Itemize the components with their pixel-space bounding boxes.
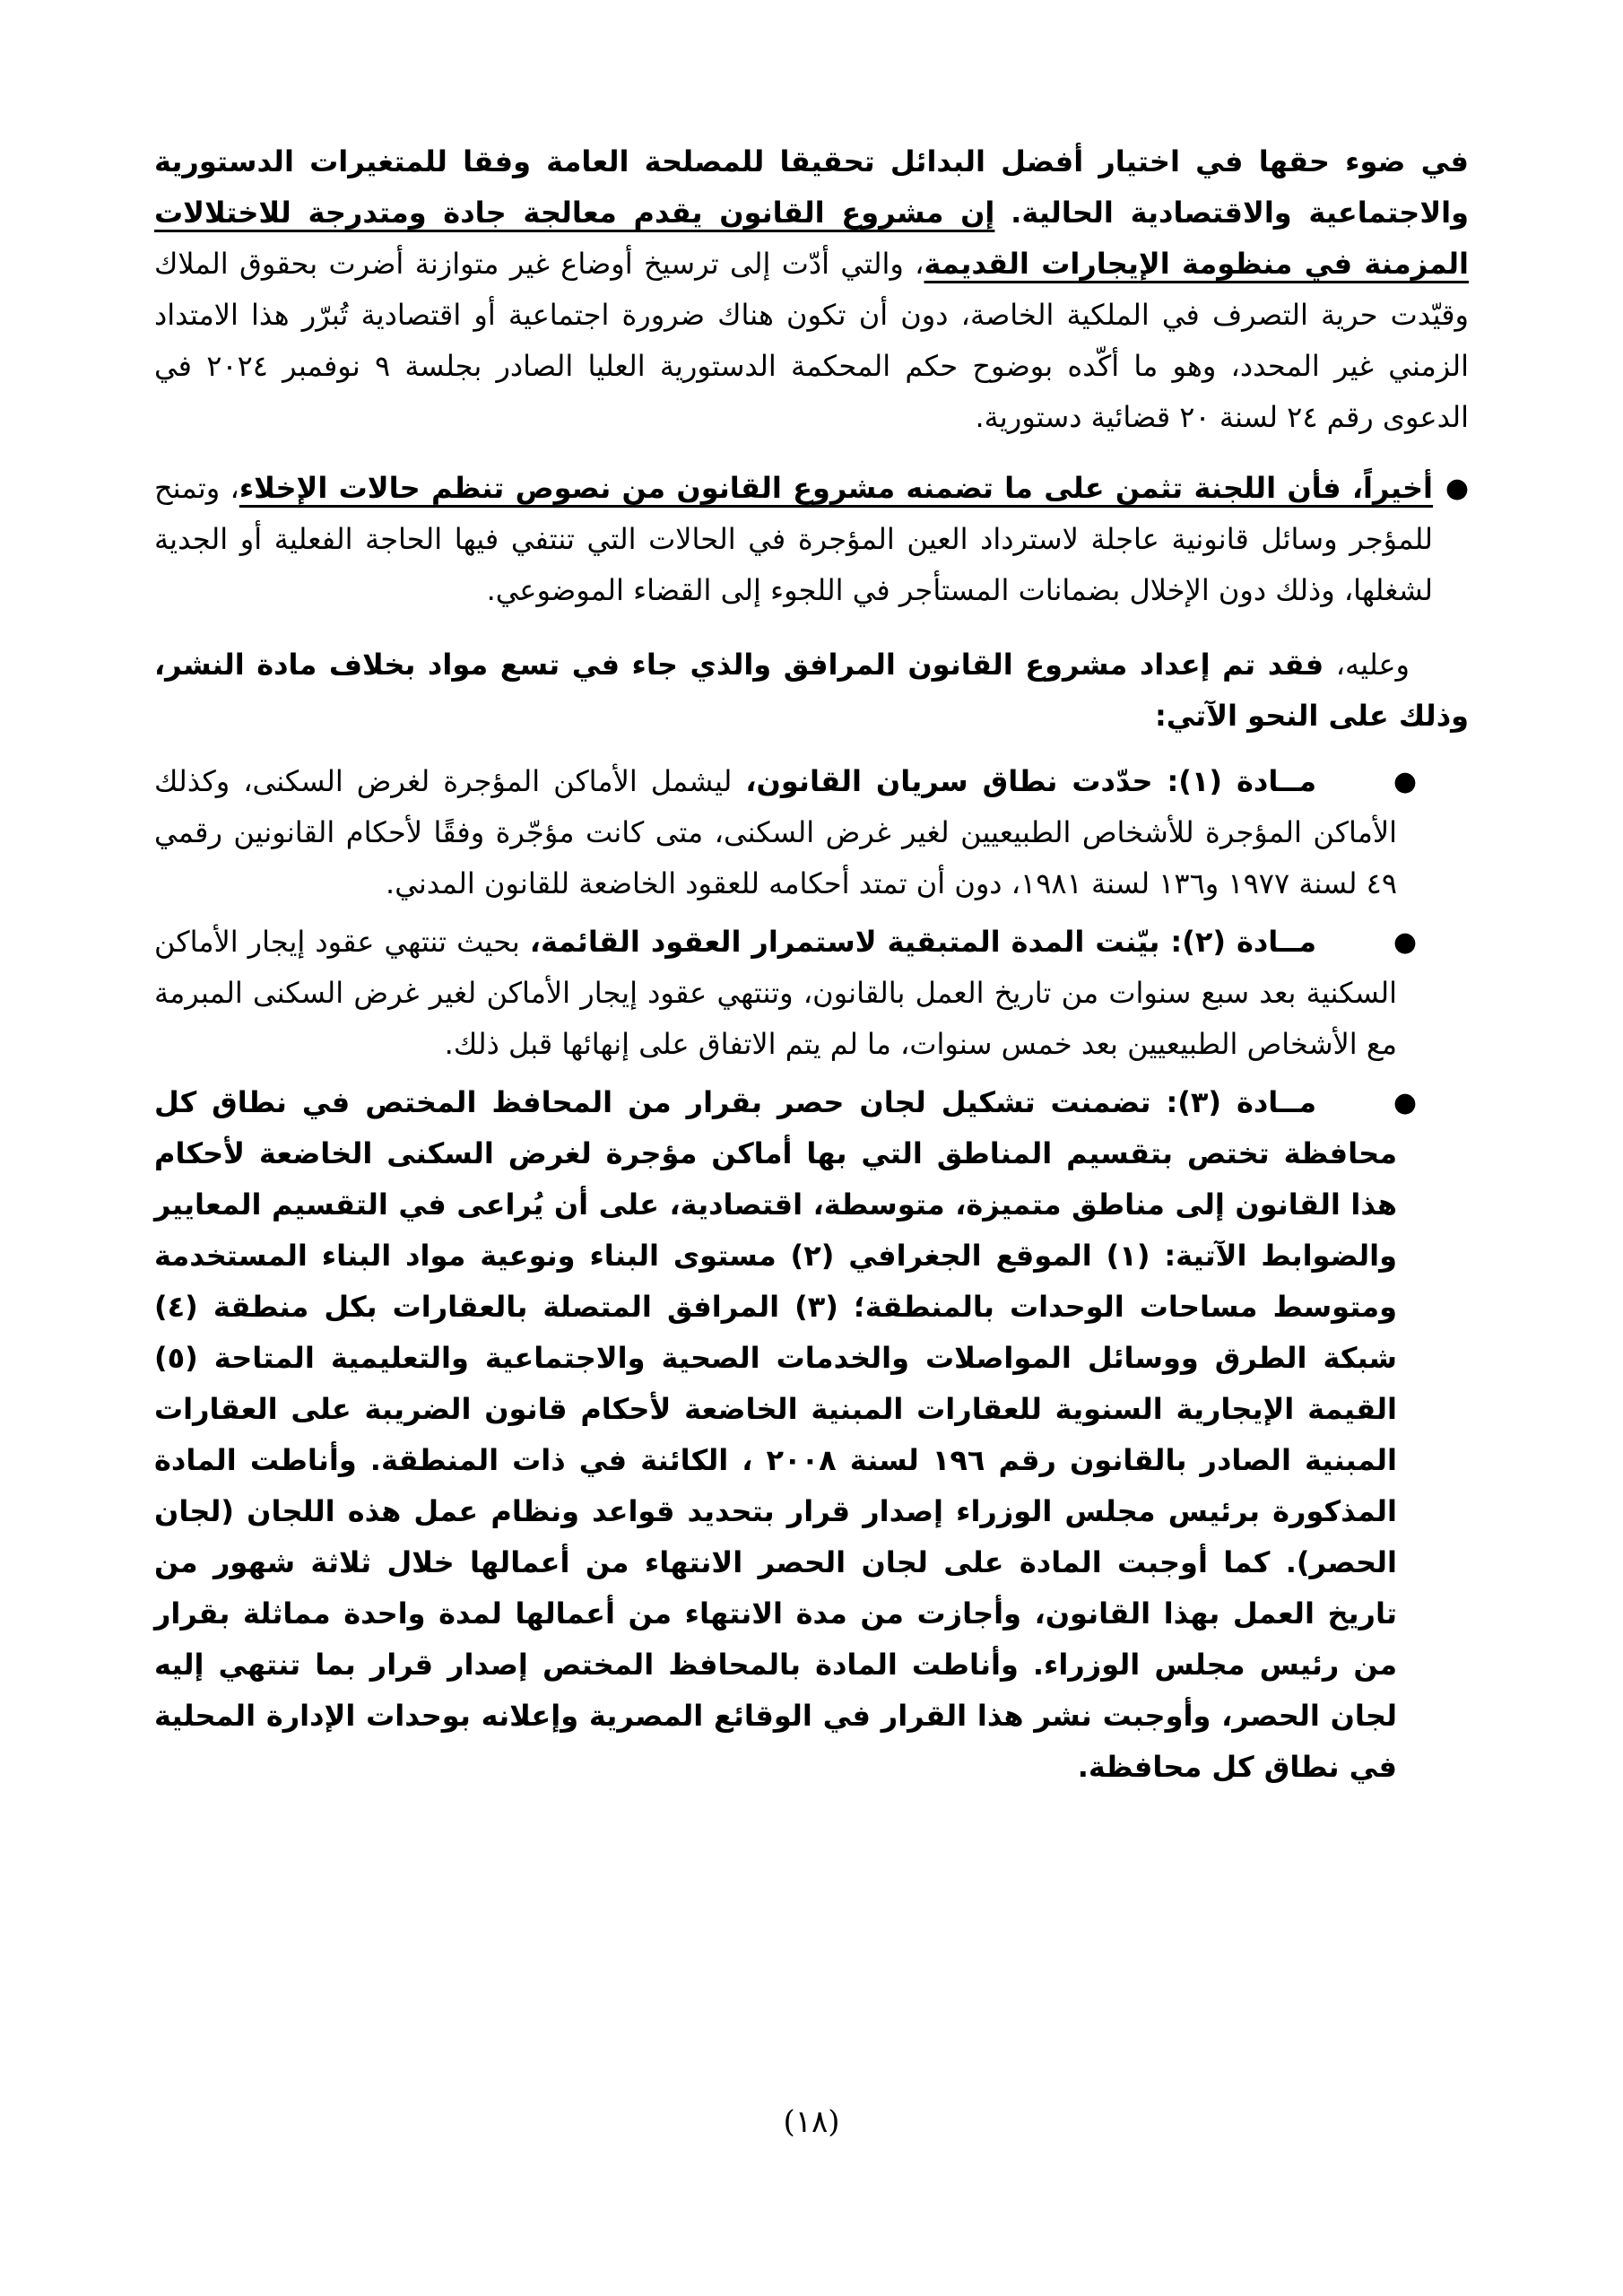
article-heading: مــادة (٢): بيّنت المدة المتبقية لاستمرار العقود القائمة، bbox=[529, 925, 1316, 959]
bullet-icon: ● bbox=[1393, 926, 1417, 958]
underlined-bold-text: إن مشروع القانون يقدم معالجة جادة ومتدرجة للاختلالات المزمنة في منظومة الإيجارات القديمة bbox=[154, 196, 1470, 281]
underlined-bold-text: أخيراً، فأن اللجنة تثمن على ما تضمنه مشروع القانون من نصوص تنظم حالات الإخلاء bbox=[239, 471, 1434, 505]
bullet-icon: ● bbox=[1393, 1087, 1417, 1118]
intro-paragraph bbox=[154, 639, 1469, 742]
article-2-text bbox=[154, 917, 1397, 1070]
article-heading: مــادة (١): حدّدت نطاق سريان القانون، bbox=[745, 764, 1317, 798]
bullet-icon: ● bbox=[1445, 473, 1469, 504]
bullet-evictions bbox=[154, 463, 1469, 616]
article-body: ليشمل الأماكن المؤجرة لغرض السكنى، وكذلك الأماكن المؤجرة للأشخاص الطبيعيين لغير غرض السكنى، متى كانت مؤجّرة وفقًا لأحكام القانونين رقمي ٤٩ لسنة ١٩٧٧ و١٣٦ لسنة ١٩٨١، دون أن تمتد أحكامه للعقود الخاضعة للقانون المدني. bbox=[154, 764, 1397, 900]
article-3 bbox=[154, 1077, 1469, 1793]
bullet-evictions-text bbox=[154, 463, 1433, 616]
page-number: (١٨) bbox=[783, 2104, 840, 2140]
regular-text: ، وتمنح للمؤجر وسائل قانونية عاجلة لاسترداد العين المؤجرة في الحالات التي تنتفي فيها الحاجة الفعلية أو الجدية لشغلها، وذلك دون الإخلال بضمانات المستأجر في اللجوء إلى القضاء الموضوعي. bbox=[154, 471, 1433, 607]
article-1-text bbox=[154, 756, 1397, 909]
bullet-icon: ● bbox=[1393, 766, 1417, 797]
regular-text: ، والتي أدّت إلى ترسيخ أوضاع غير متوازنة أضرت بحقوق الملاك وقيّدت حرية التصرف في الملكية الخاصة، دون أن تكون هناك ضرورة اجتماعية أو اقتصادية تُبرّر هذا الامتداد الزمني غير المحدد، وهو ما أكّده بوضوح حكم المحكمة الدستورية العليا الصادر بجلسة ٩ نوفمبر ٢٠٢٤ في الدعوى رقم ٢٤ لسنة ٢٠ قضائية دستورية. bbox=[154, 247, 1470, 434]
intro-first-word: وعليه، bbox=[1335, 648, 1410, 682]
article-body: بحيث تنتهي عقود إيجار الأماكن السكنية بعد سبع سنوات من تاريخ العمل بالقانون، وتنتهي عقود إيجار الأماكن لغير غرض السكنى المبرمة مع الأشخاص الطبيعيين بعد خمس سنوات، ما لم يتم الاتفاق على إنهائها قبل ذلك. bbox=[154, 925, 1397, 1061]
article-2 bbox=[154, 917, 1469, 1070]
article-body: تضمنت تشكيل لجان حصر بقرار من المحافظ المختص في نطاق كل محافظة تختص بتقسيم المناطق التي بها أماكن مؤجرة لغرض السكنى الخاضعة لأحكام هذا القانون إلى مناطق متميزة، متوسطة، اقتصادية، على أن يُراعى في التقسيم المعايير والضوابط الآتية: (١) الموقع الجغرافي (٢) مستوى البناء ونوعية مواد البناء المستخدمة ومتوسط مساحات الوحدات بالمنطقة؛ (٣) المرافق المتصلة بالعقارات بكل منطقة (٤) شبكة الطرق ووسائل المواصلات والخدمات الصحية والاجتماعية والتعليمية المتاحة (٥) القيمة الإيجارية السنوية للعقارات المبنية الخاضعة لأحكام قانون الضريبة على العقارات المبنية الصادر بالقانون رقم ١٩٦ لسنة ٢٠٠٨ ، الكائنة في ذات المنطقة. وأناطت المادة المذكورة برئيس مجلس الوزراء إصدار قرار بتحديد قواعد ونظام عمل هذه اللجان (لجان الحصر). كما أوجبت المادة على لجان الحصر الانتهاء من أعمالها خلال ثلاثة شهور من تاريخ العمل بهذا القانون، وأجازت من مدة الانتهاء من أعمالها لمدة واحدة مماثلة بقرار من رئيس مجلس الوزراء. وأناطت المادة بالمحافظ المختص إصدار قرار بما تنتهي إليه لجان الحصر، وأوجبت نشر هذا القرار في الوقائع المصرية وإعلانه بوحدات الإدارة المحلية في نطاق كل محافظة. bbox=[154, 1085, 1398, 1784]
paragraph-constitutional-context bbox=[154, 136, 1469, 443]
article-1 bbox=[154, 756, 1469, 909]
article-3-text bbox=[154, 1077, 1397, 1793]
document-body bbox=[154, 136, 1469, 1800]
intro-text: فقد تم إعداد مشروع القانون المرافق والذي جاء في تسع مواد بخلاف مادة النشر، وذلك على النحو الآتي: bbox=[154, 648, 1469, 733]
bold-text: في ضوء حقها في اختيار أفضل البدائل تحقيقا للمصلحة العامة وفقا للمتغيرات الدستورية والاجتماعية والاقتصادية الحالية. bbox=[154, 144, 1470, 230]
article-heading: مــادة (٣): bbox=[1166, 1085, 1317, 1119]
